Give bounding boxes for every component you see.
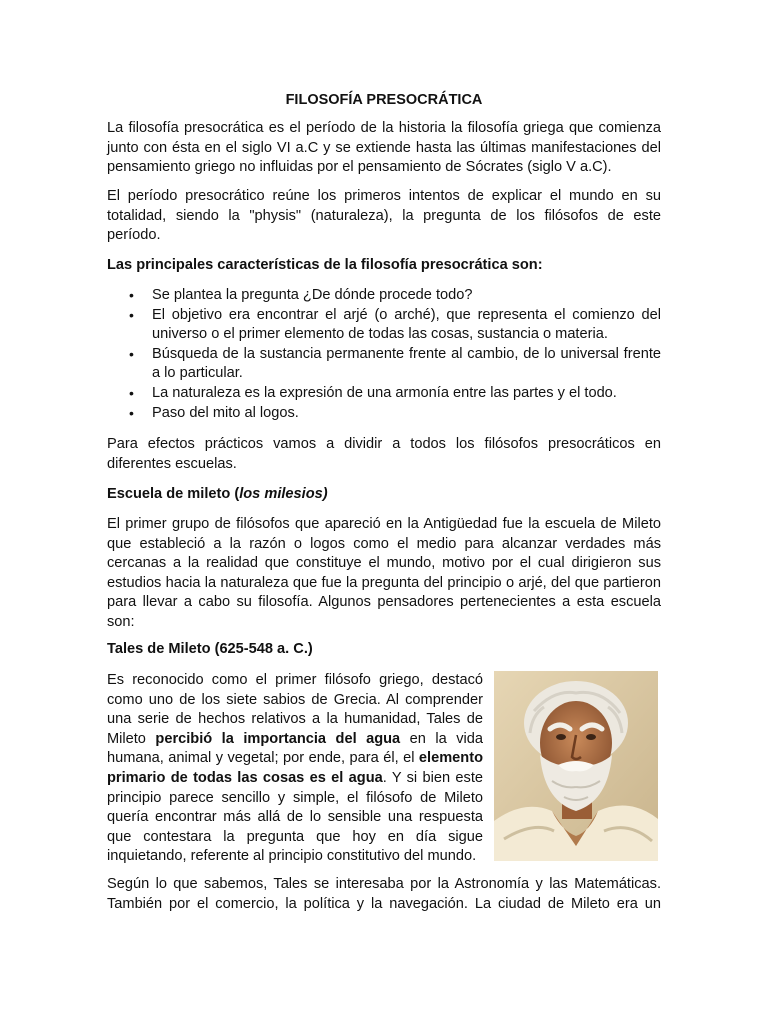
tales-text: en la vida xyxy=(400,730,483,747)
period-line-2: totalidad, siendo la "physis" (naturaleza), la pregunta de los filósofos de este xyxy=(107,207,661,224)
list-item-text: Búsqueda de la sustancia permanente frente al cambio, de lo universal frente xyxy=(152,345,661,362)
intro-line-1: La filosofía presocrática es el período de la historia la filosofía griega que comienza xyxy=(107,120,661,136)
list-item xyxy=(107,286,661,306)
tales-text: Mileto xyxy=(107,730,156,747)
intro-line-2: junto con ésta en el siglo VI a.C y se extiende hasta las últimas manifestaciones del xyxy=(107,139,661,156)
thales-portrait-image xyxy=(494,671,658,861)
tales-line: principio parece sencillo y simple, el filósofo de Mileto xyxy=(107,789,483,806)
schools-line-1: Para efectos prácticos vamos a dividir a todos los filósofos presocráticos en xyxy=(107,436,661,452)
thales-bust-illustration xyxy=(494,671,658,861)
list-item-text: Paso del mito al logos. xyxy=(152,404,299,421)
bullet-icon: • xyxy=(129,306,134,323)
list-item-text: La naturaleza es la expresión de una armonía entre las partes y el todo. xyxy=(152,384,617,401)
tales-line: inquietando, referente al principio constitutivo del mundo. xyxy=(107,848,477,865)
period-paragraph xyxy=(107,187,661,246)
bullet-icon: • xyxy=(129,404,134,421)
characteristics-list xyxy=(107,286,661,423)
tales-paragraph xyxy=(107,671,483,867)
tales-line xyxy=(107,769,483,789)
schools-line-2: diferentes escuelas. xyxy=(107,455,237,472)
tales-emphasis: percibió la importancia del agua xyxy=(155,730,401,747)
tales-line: una serie de hechos relativos a la humanidad, Tales de xyxy=(107,711,483,728)
schools-paragraph xyxy=(107,435,661,474)
mileto-line: estudios hacia la naturaleza que fue la pregunta del principio o arjé, del que partieron xyxy=(107,574,661,591)
list-item xyxy=(107,404,661,424)
tales-line: quería encontrar más allá de lo sensible una respuesta xyxy=(107,809,483,826)
period-line-3: período. xyxy=(107,227,161,244)
list-item xyxy=(107,306,661,345)
tales-line xyxy=(107,749,483,769)
mileto-paragraph xyxy=(107,515,661,633)
bullet-icon: • xyxy=(129,384,134,401)
mileto-line: El primer grupo de filósofos que apareció en la Antigüedad fue la escuela de Mileto xyxy=(107,516,661,532)
tales-line: que contestara la pregunta que hoy en día sigue xyxy=(107,828,483,845)
tales-text: . Y si bien este xyxy=(382,769,483,786)
tales-emphasis: primario de todas las cosas es el agua xyxy=(107,769,383,786)
characteristics-heading: Las principales características de la filosofía presocrática son: xyxy=(107,257,543,273)
list-item-text: universo o el primer elemento de todas las cosas, sustancia o materia. xyxy=(152,326,608,343)
list-item xyxy=(107,384,661,404)
mileto-line: cercanas a la realidad que constituye el mundo, motivo por el cual dirigieron sus xyxy=(107,555,661,572)
tales-line xyxy=(107,730,483,750)
list-item-text: El objetivo era encontrar el arjé (o arché), que representa el comienzo del xyxy=(152,306,661,323)
tales-line: Es reconocido como el primer filósofo griego, destacó xyxy=(107,672,483,688)
period-line-1: El período presocrático reúne los primeros intentos de explicar el mundo en su xyxy=(107,188,661,204)
mileto-heading-prefix: Escuela de mileto ( xyxy=(107,486,240,502)
tales-emphasis: elemento xyxy=(418,750,483,767)
list-item-text: Se plantea la pregunta ¿De dónde procede todo? xyxy=(152,287,473,303)
intro-paragraph xyxy=(107,119,661,178)
intro-line-3: pensamiento griego no influidas por el pensamiento de Sócrates (siglo V a.C). xyxy=(107,159,612,176)
final-line: Según lo que sabemos, Tales se interesaba por la Astronomía y las Matemáticas. xyxy=(107,876,661,892)
mileto-line: que estableció a la razón o logos como el medio para alcanzar verdades más xyxy=(107,535,661,552)
final-line: También por el comercio, la política y la navegación. La ciudad de Mileto era un xyxy=(107,895,661,912)
document-title: FILOSOFÍA PRESOCRÁTICA xyxy=(285,92,483,108)
list-item xyxy=(107,345,661,384)
final-paragraph xyxy=(107,875,661,914)
list-item-text: a lo particular. xyxy=(152,365,243,382)
mileto-heading xyxy=(107,485,661,505)
tales-text: humana, animal y vegetal; por ende, para él, el xyxy=(107,750,419,767)
bullet-icon: • xyxy=(129,287,134,303)
tales-heading: Tales de Mileto (625-548 a. C.) xyxy=(107,641,313,657)
mileto-heading-italic: los milesios) xyxy=(239,486,328,502)
tales-line: como uno de los siete sabios de Grecia. Al comprender xyxy=(107,691,483,708)
bullet-icon: • xyxy=(129,345,134,362)
mileto-line: son: xyxy=(107,613,135,630)
mileto-line: para llevar a cabo su filosofía. Algunos pensadores pertenecientes a esta escuela xyxy=(107,594,661,611)
